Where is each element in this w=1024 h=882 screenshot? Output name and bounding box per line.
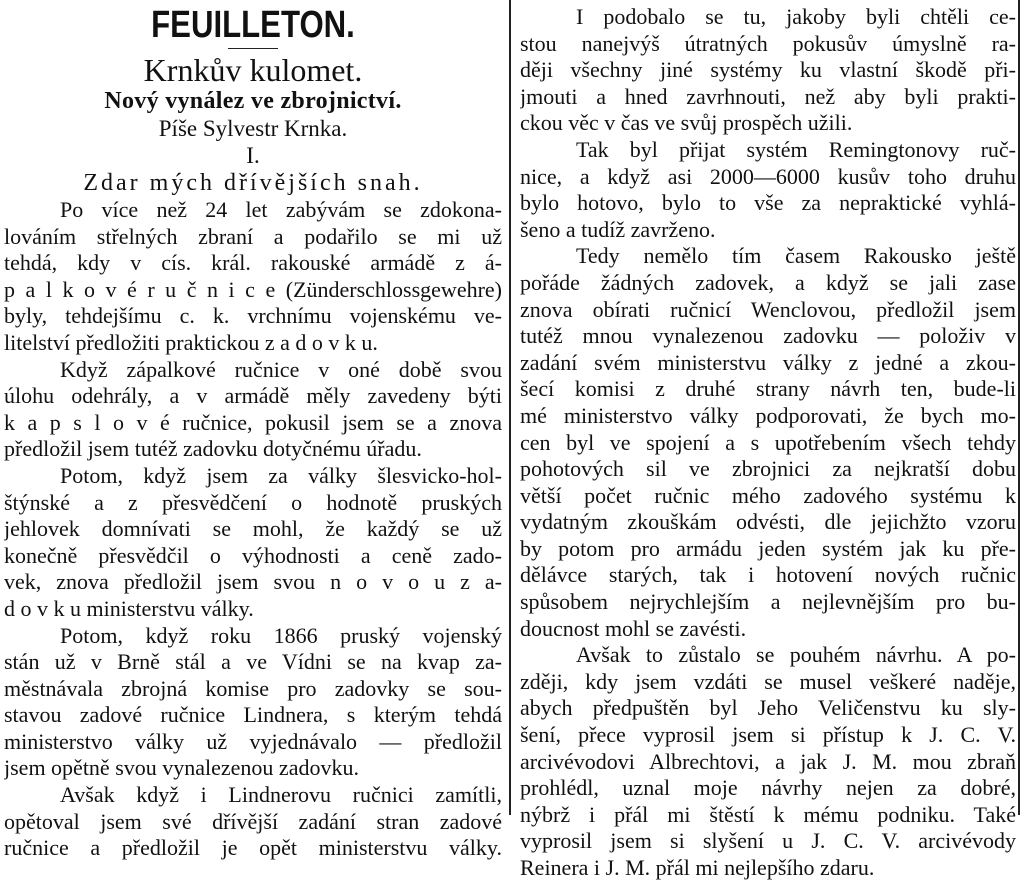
text-line: prohlédl, uznal moje návrhy nejen za dobré, — [520, 775, 1016, 801]
text-line: zadání svém ministerstvu války z jedné a zkou- — [520, 349, 1016, 375]
text-line: městnávala zbrojná komise pro zadovky se sou- — [4, 675, 502, 701]
text-line: jmouti a hned zavrhnouti, než aby byli prakti- — [520, 83, 1016, 109]
text-line: p a l k o v é r u č n i c e (Zünderschlossgewehre) — [4, 276, 502, 302]
text-line: ckou věc v čas ve svůj prospěch užili. — [520, 110, 853, 136]
article-author: Píše Sylvestr Krnka. — [158, 116, 348, 141]
column-divider — [509, 0, 511, 815]
text-line: předložil jsem tutéž zadovku dotyčnému úřadu. — [4, 436, 422, 462]
text-line: Avšak to zůstalo se pouhém návrhu. A po- — [576, 642, 1016, 668]
article-subtitle: Nový vynález ve zbrojnictví. — [104, 88, 402, 114]
text-line: k a p s l o v é ručnice, pokusil jsem se a znova — [4, 409, 502, 435]
text-line: dělávce starých, tak i hotovení nových ručnic — [520, 562, 1016, 588]
text-line: Když zápalkové ručnice v oné době svou — [60, 356, 502, 382]
right-body-text — [520, 4, 1016, 882]
text-line: pořáde žádných zadovek, a když se jali zase — [520, 269, 1016, 295]
text-line: litelství předložiti praktickou z a d o v k u. — [4, 329, 378, 355]
text-line: Avšak když i Lindnerovu ručnici zamítli, — [60, 782, 502, 808]
feuilleton-header: FEUILLETON. — [151, 4, 355, 46]
text-line: mé ministerstvo války podporovati, že bych mo- — [520, 402, 1016, 428]
text-line: úlohu odehrály, a v armádě měly zavedeny býti — [4, 383, 502, 409]
part-number: I. — [246, 143, 260, 168]
text-line: ději všechny jiné systémy ku vlastní škodě při- — [520, 57, 1016, 83]
text-line: Potom, když jsem za války šlesvicko-hol- — [60, 462, 502, 488]
text-line: tehdá, kdy v cís. král. rakouské armádě z á- — [4, 250, 502, 276]
text-line: Reinera i J. M. přál mi nejlepšího zdaru. — [520, 855, 875, 880]
text-line: Po více než 24 let zabývám se zdokona- — [60, 197, 502, 222]
text-line: konečně přesvědčil o výhodnosti a ceně zado- — [4, 542, 502, 568]
text-line: Tedy nemělo tím časem Rakousko ještě — [576, 243, 1016, 269]
article-title: Krnkův kulomet. — [143, 52, 363, 88]
text-line: stán už v Brně stál a ve Vídni se na kvap za- — [4, 649, 502, 675]
text-line: jsem opětně svou vynalezenou zadovku. — [4, 755, 359, 781]
text-line: opětoval jsem své dřívější zadání stran zadové — [4, 808, 502, 834]
text-line: znova obírati ručnicí Wenclovou, předložil jsem — [520, 296, 1016, 322]
text-line: bylo hotovo, bylo to vše za nepraktické vyhlá- — [520, 190, 1016, 216]
text-line: vydatným zkouškám odvésti, dle jejichžto vzoru — [520, 509, 1016, 535]
text-line: ručnice a předložil je opět ministerstvu války. — [4, 835, 502, 861]
text-line: šeno a tudíž zavrženo. — [520, 216, 716, 242]
header-divider — [228, 48, 278, 49]
text-line: I podobalo se tu, jakoby byli chtěli ce- — [576, 4, 1016, 29]
text-line: vek, znova předložil jsem svou n o v o u z a- — [4, 569, 502, 595]
text-line: lováním střelných zbraní a podařilo se mi už — [4, 223, 502, 249]
text-line: nice, a když asi 2000—6000 kusův toho druhu — [520, 163, 1016, 189]
right-column — [514, 0, 1020, 880]
text-line: šení, přece vyprosil jsem si přístup k J. C. V. — [520, 722, 1016, 748]
text-line: Potom, když roku 1866 pruský vojenský — [60, 622, 502, 648]
text-line: nýbrž i přál mi štěstí k mému podniku. Také — [520, 801, 1016, 827]
text-line: pohotových sil ve zbrojnici za nejkratší dobu — [520, 456, 1016, 482]
text-line: jehlovek domnívati se mohl, že každý se už — [4, 516, 502, 542]
text-line: d o v k u ministerstvu války. — [4, 595, 254, 621]
page-edge-rule — [1018, 0, 1020, 815]
text-line: arcivévodovi Albrechtovi, a jak J. M. mou zbraň — [520, 748, 1016, 774]
text-line: abych předpuštěn byl Jeho Veličenstvu ku sly- — [520, 695, 1016, 721]
section-heading: Zdar mých dřívějších snah. — [83, 170, 423, 196]
text-line: spůsobem nejrychlejším a nejlevnějším pro bu- — [520, 589, 1016, 615]
text-line: šecí komisi z druhé strany návrh ten, bude-li — [520, 376, 1016, 402]
text-line: ministerstvo války už vyjednávalo — předložil — [4, 728, 502, 754]
left-column — [0, 0, 506, 861]
text-line: tutéž mnou vynalezenou zadovku — položiv v — [520, 323, 1016, 349]
text-line: stavou zadové ručnice Lindnera, s kterým tehdá — [4, 702, 502, 728]
text-line: Tak byl přijat systém Remingtonovy ruč- — [576, 136, 1016, 162]
text-line: cen byl ve spojení a s upotřebením všech tehdy — [520, 429, 1016, 455]
text-line: větší počet ručnic mého zadového systému k — [520, 482, 1016, 508]
text-line: by potom pro armádu jeden systém jak ku pře- — [520, 535, 1016, 561]
text-line: vyprosil jsem si slyšení u J. C. V. arcivévody — [520, 828, 1016, 854]
text-line: doucnost mohl se zavésti. — [520, 615, 747, 641]
text-line: zději, kdy jsem vzdáti se musel veškeré naděje, — [520, 668, 1016, 694]
text-line: byly, tehdejšímu c. k. vrchnímu vojenskému ve- — [4, 303, 502, 329]
text-line: stou nanejvýš útratných pokusův úmyslně ra- — [520, 30, 1016, 56]
left-body-text — [4, 197, 502, 862]
text-line: štýnské a z přesvědčení o hodnotě pruských — [4, 489, 502, 515]
